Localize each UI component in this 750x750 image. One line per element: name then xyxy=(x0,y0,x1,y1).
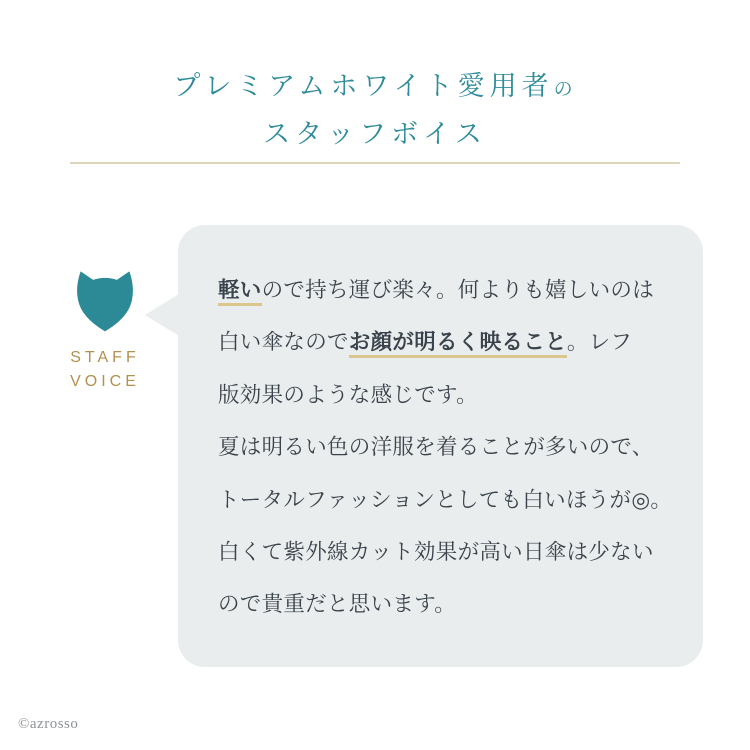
text-segment: ので貴重だと思います。 xyxy=(218,592,457,617)
watermark: ©azrosso xyxy=(18,716,79,732)
bubble-line xyxy=(218,264,683,316)
text-segment: 夏は明るい色の洋服を着ることが多いので、 xyxy=(218,435,654,460)
text-segment: 白くて紫外線カット効果が高い日傘は少ない xyxy=(218,540,654,565)
bubble-line xyxy=(218,369,683,421)
staff-voice-label-line-2: VOICE xyxy=(70,373,140,390)
page-title xyxy=(0,64,750,156)
staff-voice-label xyxy=(53,346,157,394)
bubble-line xyxy=(218,316,683,368)
text-segment: トータルファッションとしても白いほうが◎。 xyxy=(218,487,673,512)
text-segment: 白い傘なので xyxy=(218,330,349,355)
title-line-2: スタッフボイス xyxy=(263,119,487,149)
text-segment: 版効果のような感じです。 xyxy=(218,382,478,407)
text-segment: ので持ち運び楽々。何よりも嬉しいのは xyxy=(261,278,655,302)
cat-icon xyxy=(72,319,138,336)
highlighted-text: 軽い xyxy=(218,278,262,306)
title-line-1-main: プレミアムホワイト愛用者 xyxy=(173,71,554,101)
text-segment: 。レフ xyxy=(566,330,633,355)
staff-voice-label-line-1: STAFF xyxy=(70,349,140,366)
divider-line xyxy=(70,162,680,164)
bubble-line xyxy=(218,474,683,526)
bubble-line xyxy=(218,421,683,473)
title-line-1 xyxy=(0,64,750,112)
bubble-text xyxy=(218,264,683,631)
bubble-line xyxy=(218,578,683,630)
bubble-line xyxy=(218,526,683,578)
highlighted-text: お顔が明るく映ること xyxy=(349,330,567,358)
staff-voice-badge xyxy=(53,270,157,394)
speech-bubble xyxy=(178,225,703,667)
title-line-1-suffix: の xyxy=(553,79,577,100)
speech-bubble-tail xyxy=(145,294,179,336)
